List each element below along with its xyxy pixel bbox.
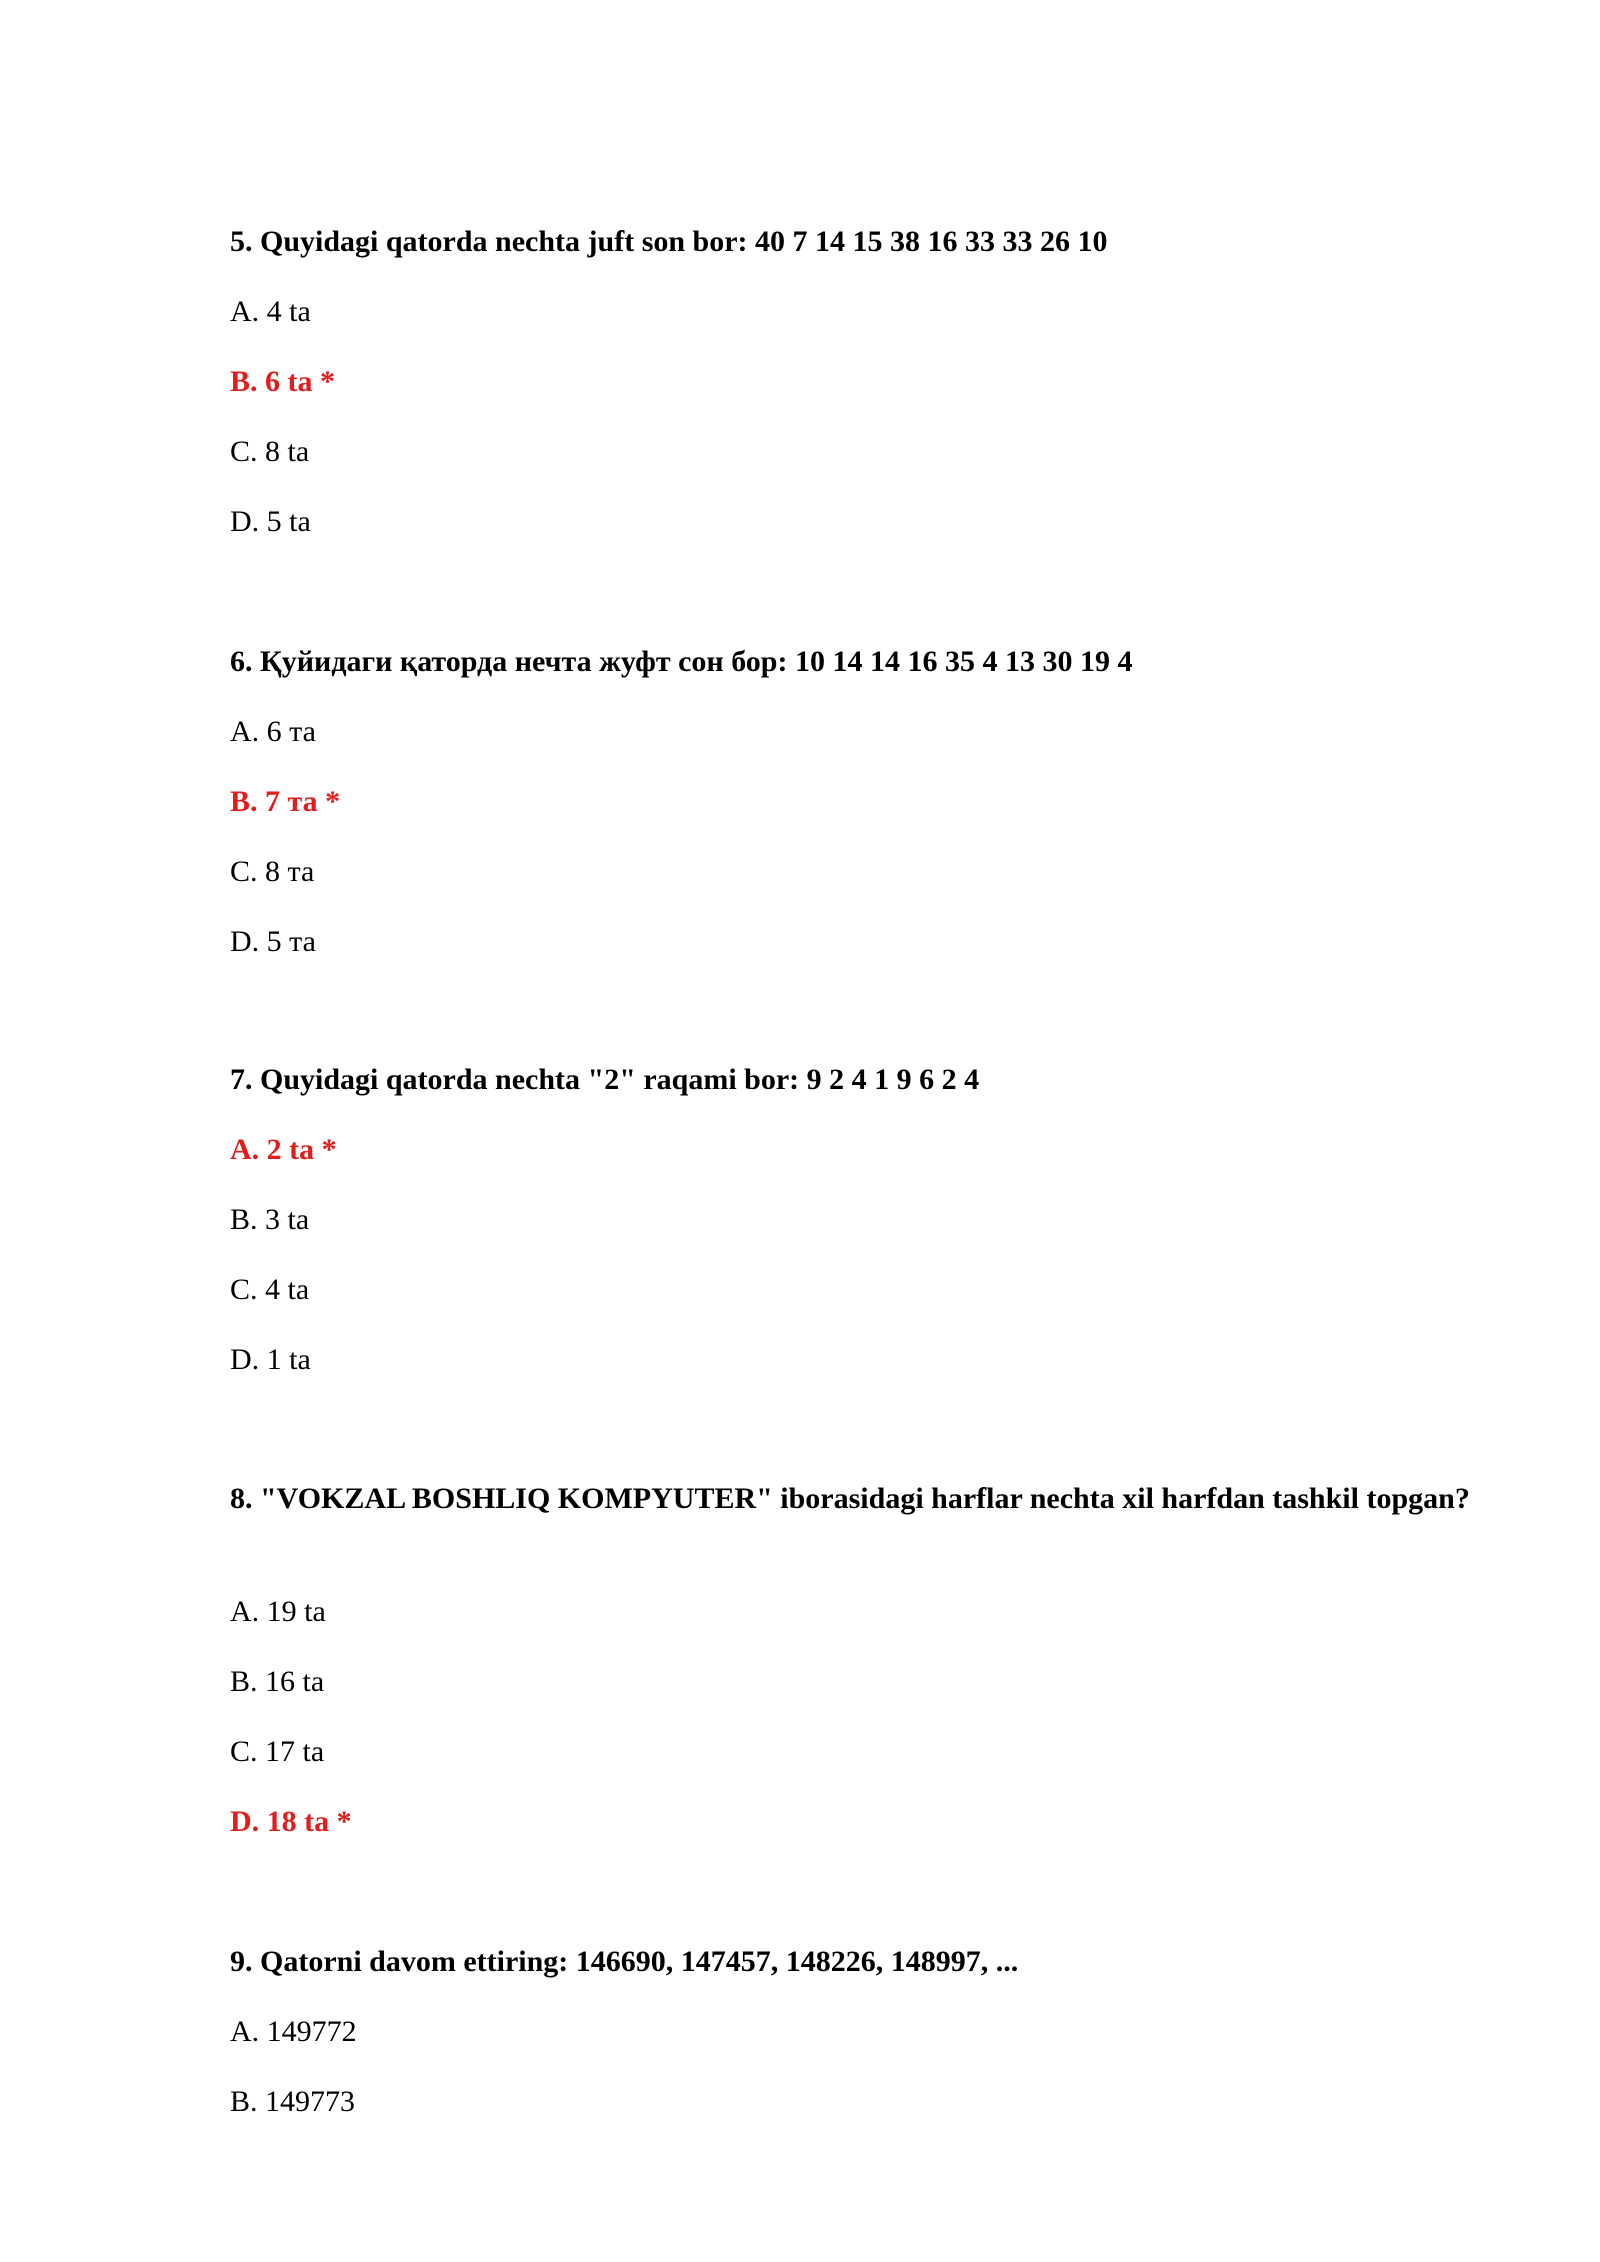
question-9 <box>230 1940 1470 2118</box>
option-a-correct: A. 2 ta * <box>230 1133 337 1166</box>
question-6 <box>230 640 1470 958</box>
option-b: B. 149773 <box>230 2085 356 2118</box>
option-d-correct: D. 18 ta * <box>230 1805 352 1838</box>
option-a: A. 19 ta <box>230 1595 326 1628</box>
option-c: C. 4 ta <box>230 1273 310 1306</box>
option-b-correct: B. 7 та * <box>230 785 341 818</box>
option-c: C. 17 ta <box>230 1735 325 1768</box>
option-d: D. 1 ta <box>230 1343 311 1376</box>
option-b-correct: B. 6 ta * <box>230 365 335 398</box>
option-a: A. 6 та <box>230 715 316 748</box>
option-b: B. 16 ta <box>230 1665 325 1698</box>
question-text: 7. Quyidagi qatorda nechta "2" raqami bor: 9 2 4 1 9 6 2 4 <box>230 1063 980 1096</box>
option-d: D. 5 та <box>230 925 316 958</box>
option-c: C. 8 та <box>230 855 315 888</box>
question-8 <box>230 1477 1470 1838</box>
option-a: A. 4 ta <box>230 295 311 328</box>
question-text: 5. Quyidagi qatorda nechta juft son bor: 40 7 14 15 38 16 33 33 26 10 <box>230 225 1108 258</box>
question-text: 8. "VOKZAL BOSHLIQ KOMPYUTER" iborasidagi harflar nechta xil harfdan tashkil topgan? <box>230 1482 1470 1515</box>
question-5 <box>230 220 1470 538</box>
question-7 <box>230 1058 1470 1376</box>
question-text: 9. Qatorni davom ettiring: 146690, 147457, 148226, 148997, ... <box>230 1945 1019 1978</box>
option-d: D. 5 ta <box>230 505 311 538</box>
option-a: A. 149772 <box>230 2015 357 2048</box>
option-c: C. 8 ta <box>230 435 310 468</box>
option-b: B. 3 ta <box>230 1203 310 1236</box>
question-text: 6. Қуйидаги қаторда нечта жуфт сон бор: 10 14 14 16 35 4 13 30 19 4 <box>230 645 1133 678</box>
